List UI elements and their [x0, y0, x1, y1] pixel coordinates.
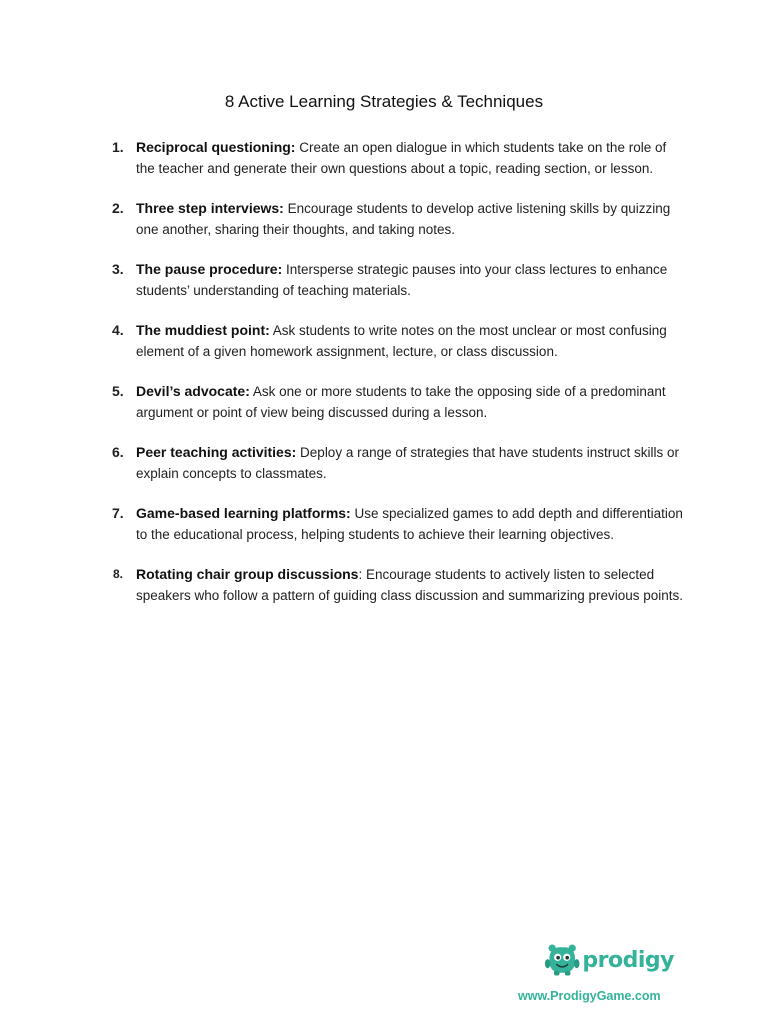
list-item [108, 137, 688, 179]
item-description: Encourage students to develop active listening skills by quizzing one another, sharing their thoughts, and taking notes. [136, 201, 671, 237]
item-term: Devil’s advocate: [136, 383, 250, 399]
item-term: The pause procedure: [136, 261, 283, 277]
list-item [108, 198, 688, 240]
website-url: www.ProdigyGame.com [518, 989, 661, 1003]
item-number: 2. [112, 200, 124, 216]
logo-wordmark: prodigy [582, 947, 674, 973]
list-item [108, 259, 688, 301]
item-number: 8. [113, 567, 124, 581]
item-term: Three step interviews: [136, 200, 284, 216]
list-item [108, 503, 688, 545]
item-term: Rotating chair group discussions [136, 566, 359, 582]
list-item [108, 320, 688, 362]
item-number: 6. [112, 444, 124, 460]
item-term: Game-based learning platforms: [136, 505, 351, 521]
item-term: Reciprocal questioning: [136, 139, 296, 155]
list-item [108, 564, 688, 606]
item-number: 5. [112, 383, 124, 399]
item-description: Ask one or more students to take the opposing side of a predominant argument or point of view being discussed during a lesson. [136, 384, 666, 420]
item-description: Create an open dialogue in which students take on the role of the teacher and generate their own questions about a topic, reading section, or lesson. [136, 140, 667, 176]
item-number: 1. [112, 139, 124, 155]
item-number: 7. [112, 505, 124, 521]
item-term: The muddiest point: [136, 322, 270, 338]
item-description: Ask students to write notes on the most unclear or most confusing element of a given homework assignment, lecture, or class discussion. [136, 323, 667, 359]
list-item [108, 381, 688, 423]
prodigy-monster-icon [544, 940, 580, 980]
strategy-list [108, 137, 688, 625]
item-description: Deploy a range of strategies that have students instruct skills or explain concepts to classmates. [136, 445, 679, 481]
prodigy-logo [544, 938, 674, 982]
item-number: 3. [112, 261, 124, 277]
item-term: Peer teaching activities: [136, 444, 297, 460]
item-description: Use specialized games to add depth and differentiation to the educational process, helping students to achieve their learning objectives. [136, 506, 683, 542]
item-number: 4. [112, 322, 124, 338]
item-description: Intersperse strategic pauses into your class lectures to enhance students’ understanding of teaching materials. [136, 262, 668, 298]
item-description: : Encourage students to actively listen to selected speakers who follow a pattern of guiding class discussion and summarizing previous points. [136, 567, 684, 603]
document-title: 8 Active Learning Strategies & Techniques [224, 92, 544, 111]
list-item [108, 442, 688, 484]
